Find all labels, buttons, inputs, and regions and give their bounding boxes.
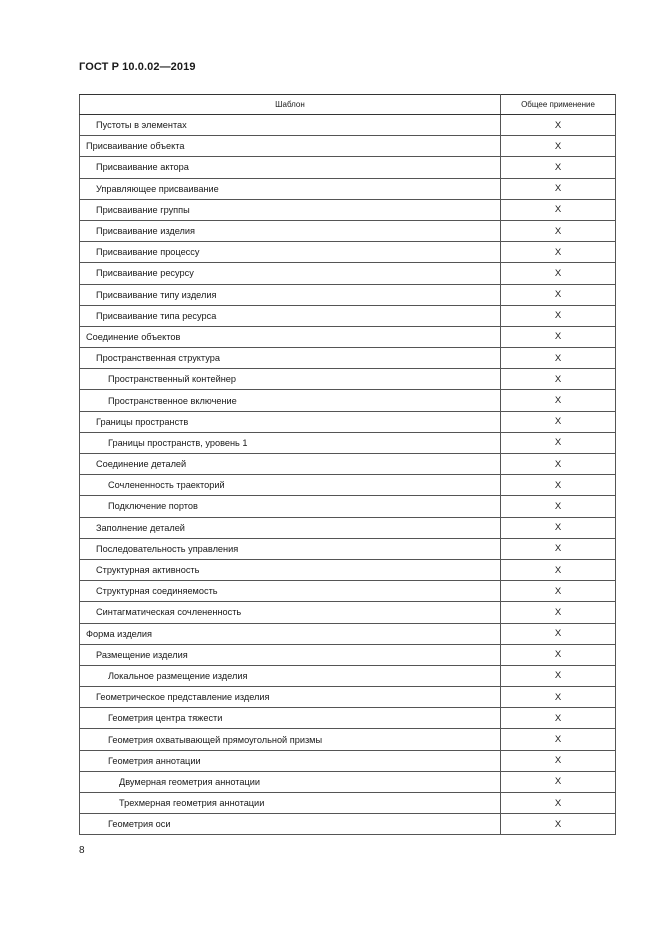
template-name-cell: Подключение портов: [80, 496, 501, 517]
table-row: [80, 496, 616, 517]
table-row: [80, 771, 616, 792]
table-row: [80, 157, 616, 178]
template-name-cell: Форма изделия: [80, 623, 501, 644]
table-row: [80, 814, 616, 835]
general-use-mark-cell: X: [501, 771, 616, 792]
general-use-mark-cell: X: [501, 665, 616, 686]
template-name-cell: Присваивание актора: [80, 157, 501, 178]
general-use-mark-cell: X: [501, 220, 616, 241]
general-use-mark-cell: X: [501, 199, 616, 220]
general-use-mark-cell: X: [501, 326, 616, 347]
table-row: [80, 517, 616, 538]
table-row: [80, 475, 616, 496]
template-name-cell: Границы пространств: [80, 411, 501, 432]
template-applicability-table: [79, 94, 616, 835]
template-name-cell: Присваивание ресурсу: [80, 263, 501, 284]
general-use-mark-cell: X: [501, 793, 616, 814]
template-name-cell: Геометрия центра тяжести: [80, 708, 501, 729]
general-use-mark-cell: X: [501, 136, 616, 157]
template-name-cell: Присваивание типу изделия: [80, 284, 501, 305]
template-name-cell: Присваивание процессу: [80, 242, 501, 263]
general-use-mark-cell: X: [501, 644, 616, 665]
general-use-mark-cell: X: [501, 750, 616, 771]
general-use-mark-cell: X: [501, 263, 616, 284]
table-row: [80, 263, 616, 284]
template-name-cell: Управляющее присваивание: [80, 178, 501, 199]
template-name-cell: Соединение объектов: [80, 326, 501, 347]
table-row: [80, 581, 616, 602]
general-use-mark-cell: X: [501, 348, 616, 369]
template-name-cell: Локальное размещение изделия: [80, 665, 501, 686]
general-use-mark-cell: X: [501, 242, 616, 263]
table-row: [80, 178, 616, 199]
table-row: [80, 348, 616, 369]
general-use-mark-cell: X: [501, 496, 616, 517]
table-header-row: [80, 95, 616, 115]
template-name-cell: Геометрия оси: [80, 814, 501, 835]
template-name-cell: Сочлененность траекторий: [80, 475, 501, 496]
table-row: [80, 284, 616, 305]
template-name-cell: Геометрическое представление изделия: [80, 687, 501, 708]
template-name-cell: Трехмерная геометрия аннотации: [80, 793, 501, 814]
table-row: [80, 326, 616, 347]
table-row: [80, 665, 616, 686]
table-row: [80, 411, 616, 432]
table-row: [80, 644, 616, 665]
table-row: [80, 750, 616, 771]
table-row: [80, 199, 616, 220]
template-name-cell: Геометрия аннотации: [80, 750, 501, 771]
general-use-mark-cell: X: [501, 814, 616, 835]
table-row: [80, 242, 616, 263]
general-use-mark-cell: X: [501, 411, 616, 432]
template-name-cell: Геометрия охватывающей прямоугольной призмы: [80, 729, 501, 750]
page-number: 8: [79, 845, 85, 856]
template-name-cell: Структурная соединяемость: [80, 581, 501, 602]
template-name-cell: Заполнение деталей: [80, 517, 501, 538]
general-use-mark-cell: X: [501, 538, 616, 559]
table-row: [80, 538, 616, 559]
column-header-template: Шаблон: [80, 95, 501, 115]
table-row: [80, 602, 616, 623]
table-row: [80, 369, 616, 390]
table-row: [80, 432, 616, 453]
column-header-general-use: Общее применение: [501, 95, 616, 115]
general-use-mark-cell: X: [501, 369, 616, 390]
general-use-mark-cell: X: [501, 390, 616, 411]
table-body: [80, 115, 616, 835]
table-row: [80, 708, 616, 729]
template-name-cell: Границы пространств, уровень 1: [80, 432, 501, 453]
table-row: [80, 136, 616, 157]
general-use-mark-cell: X: [501, 284, 616, 305]
template-name-cell: Присваивание группы: [80, 199, 501, 220]
template-name-cell: Размещение изделия: [80, 644, 501, 665]
table-row: [80, 115, 616, 136]
general-use-mark-cell: X: [501, 178, 616, 199]
template-name-cell: Пространственный контейнер: [80, 369, 501, 390]
template-name-cell: Присваивание типа ресурса: [80, 305, 501, 326]
template-name-cell: Пространственная структура: [80, 348, 501, 369]
table-row: [80, 793, 616, 814]
general-use-mark-cell: X: [501, 729, 616, 750]
template-name-cell: Двумерная геометрия аннотации: [80, 771, 501, 792]
general-use-mark-cell: X: [501, 454, 616, 475]
table-row: [80, 729, 616, 750]
general-use-mark-cell: X: [501, 115, 616, 136]
general-use-mark-cell: X: [501, 581, 616, 602]
template-name-cell: Структурная активность: [80, 559, 501, 580]
table-row: [80, 687, 616, 708]
general-use-mark-cell: X: [501, 305, 616, 326]
table-row: [80, 454, 616, 475]
general-use-mark-cell: X: [501, 157, 616, 178]
table-row: [80, 305, 616, 326]
table-row: [80, 559, 616, 580]
template-name-cell: Синтагматическая сочлененность: [80, 602, 501, 623]
template-name-cell: Пространственное включение: [80, 390, 501, 411]
general-use-mark-cell: X: [501, 517, 616, 538]
table-row: [80, 623, 616, 644]
template-name-cell: Пустоты в элементах: [80, 115, 501, 136]
general-use-mark-cell: X: [501, 687, 616, 708]
table-row: [80, 220, 616, 241]
template-name-cell: Присваивание изделия: [80, 220, 501, 241]
general-use-mark-cell: X: [501, 623, 616, 644]
template-name-cell: Соединение деталей: [80, 454, 501, 475]
template-name-cell: Присваивание объекта: [80, 136, 501, 157]
general-use-mark-cell: X: [501, 559, 616, 580]
document-code-header: ГОСТ Р 10.0.02—2019: [79, 61, 196, 73]
general-use-mark-cell: X: [501, 708, 616, 729]
general-use-mark-cell: X: [501, 475, 616, 496]
general-use-mark-cell: X: [501, 432, 616, 453]
template-name-cell: Последовательность управления: [80, 538, 501, 559]
table-row: [80, 390, 616, 411]
general-use-mark-cell: X: [501, 602, 616, 623]
